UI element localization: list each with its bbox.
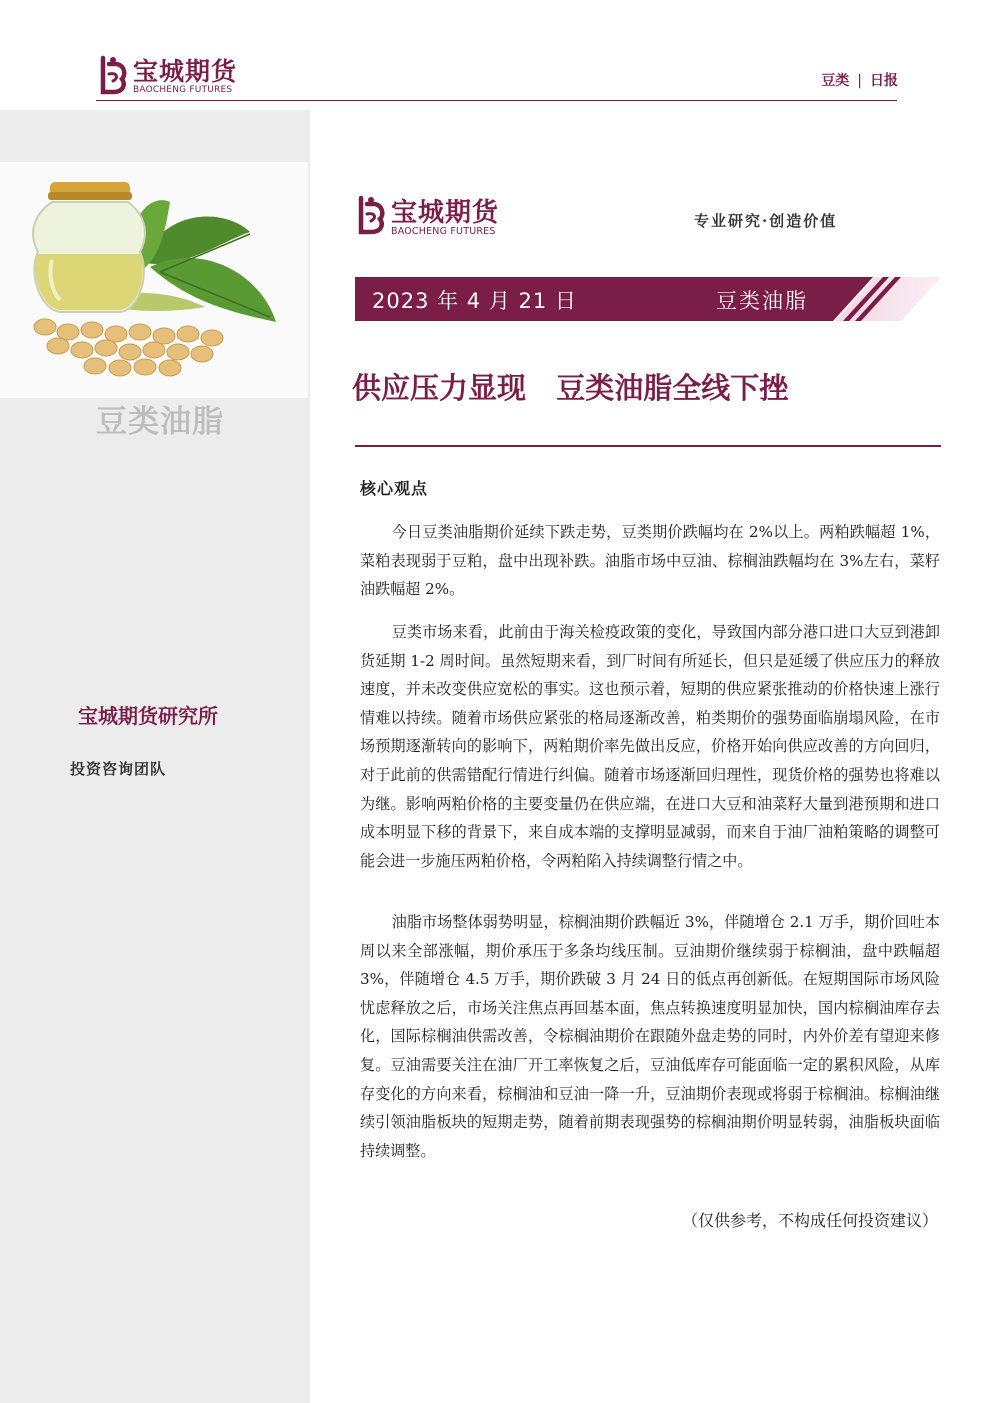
soybean-oil-photo [0,162,308,398]
slogan: 专业研究·创造价值 [694,212,838,230]
paragraph-2: 豆类市场来看，此前由于海关检疫政策的变化，导致国内部分港口进口大豆到港卸货延期 1-2 周时间。虽然短期来看，到厂时间有所延长，但只是延缓了供应压力的释放速度，并未改变供应宽松的事实。这也预示着，短期的供应紧张推动的价格快速上涨行情难以持续。随着市场供应紧张的格局逐渐改善，粕类期价的强势面临崩塌风险，在市场预期逐渐转向的影响下，两粕期价率先做出反应，价格开始向供应改善的方向回归，对于此前的供需错配行情进行纠偏。随着市场逐渐回归理性，现货价格的强势也将难以为继。影响两粕价格的主要变量仍在供应端，在进口大豆和油菜籽大量到港预期和进口成本明显下移的背景下，来自成本端的支撑明显减弱，而来自于油厂油粕策略的调整可能会进一步施压两粕价格，令两粕陷入持续调整行情之中。 [360,623,940,870]
report-category: 豆类油脂 [716,289,808,313]
header-logo [97,52,257,100]
baocheng-logo-icon [97,54,129,96]
baocheng-logo-icon [355,194,387,236]
paragraph-1: 今日豆类油脂期价延续下跌走势，豆类期价跌幅均在 2%以上。两粕跌幅超 1%，菜粕表现弱于豆粕，盘中出现补跌。油脂市场中豆油、棕榈油跌幅均在 3%左右，菜籽油跌幅超 2%。 [360,523,940,599]
logo-cn-text: 宝城期货 [391,198,500,228]
logo-cn-text: 宝城期货 [133,57,238,86]
tag-category: 豆类 [821,73,850,89]
paragraph-3: 油脂市场整体弱势明显，棕榈油期价跌幅近 3%，伴随增仓 2.1 万手，期价回吐本周以来全部涨幅，期价承压于多条均线压制。豆油期价继续弱于棕榈油，盘中跌幅超 3%，伴随增仓 4.5 万手，期价跌破 3 月 24 日的低点再创新低。在短期国际市场风险忧虑释放之后，市场关注焦点再回基本面，焦点转换速度明显加快，国内棕榈油库存去化，国际棕榈油供需改善，令棕榈油期价在跟随外盘走势的同时，内外价差有望迎来修复。豆油需要关注在油厂开工率恢复之后，豆油低库存可能面临一定的累积风险，从库存变化的方向来看，棕榈油和豆油一降一升，豆油期价表现或将弱于棕榈油。棕榈油继续引领油脂板块的短期走势，随着前期表现强势的棕榈油期价明显转弱，油脂板块面临持续调整。 [360,913,940,1160]
sidebar-institute: 宝城期货研究所 [78,704,218,728]
sidebar-category-title: 豆类油脂 [96,404,224,440]
logo-en-text: BAOCHENG FUTURES [133,85,233,95]
headline: 供应压力显现 豆类油脂全线下挫 [352,371,789,405]
tag-separator: | [857,73,862,89]
disclaimer: （仅供参考，不构成任何投资建议） [681,1211,938,1230]
tag-type: 日报 [870,73,898,89]
sidebar-team: 投资咨询团队 [70,760,167,778]
headline-divider [355,445,941,447]
header-divider [96,100,897,101]
logo-en-text: BAOCHENG FUTURES [391,226,496,237]
section-title: 核心观点 [360,479,429,498]
report-date: 2023 年 4 月 21 日 [372,289,577,313]
report-type-tag [821,70,898,90]
main-logo [355,192,525,242]
